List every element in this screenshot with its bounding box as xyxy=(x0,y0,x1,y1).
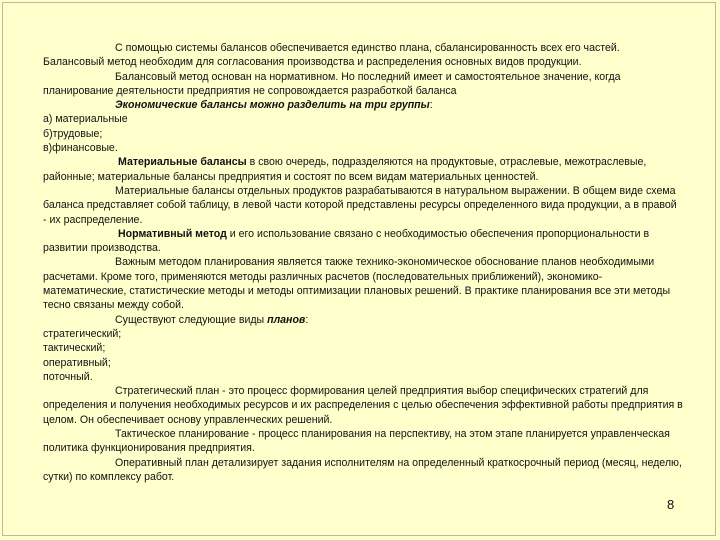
balance-groups-heading: Экономические балансы можно разделить на три группы xyxy=(115,99,430,112)
list-item: б)трудовые; xyxy=(43,127,103,140)
paragraph-product-balances: Материальные балансы отдельных продуктов разрабатываются в натуральном выражении. В общем виде схема баланса представляет собой таблицу, в левой части которой представлены ресурсы определенного вида продукции, а в правой - их распределение. xyxy=(43,184,677,226)
paragraph-balance-system: С помощью системы балансов обеспечивается единство плана, сбалансированность всех его частей. Балансовый метод необходим для согласования производства и распределения основных видов продукции. xyxy=(43,42,620,69)
document-body xyxy=(43,41,683,484)
page-number: 8 xyxy=(667,497,675,512)
list-item: стратегический; xyxy=(43,327,122,340)
list-item: поточный. xyxy=(43,370,93,383)
paragraph-plan-types xyxy=(43,313,683,327)
list-item: а) материальные xyxy=(43,113,128,126)
material-balances-term: Материальные балансы xyxy=(118,156,247,169)
plan-types-term: планов xyxy=(267,313,306,326)
balance-groups-colon: : xyxy=(429,99,433,112)
paragraph-tactical-planning: Тактическое планирование - процесс планирования на перспективу, на этом этапе планируется управленческая политика функционирования предприятия. xyxy=(43,428,670,455)
paragraph-normative-basis: Балансовый метод основан на нормативном. Но последний имеет и самостоятельное значение, когда планирование деятельности предприятия не сопровождается разработкой баланса xyxy=(43,70,621,97)
paragraph-balance-groups xyxy=(43,98,683,112)
paragraph-material-balances xyxy=(43,155,683,184)
plan-types-list xyxy=(43,327,683,384)
paragraph-operational-plan: Оперативный план детализирует задания исполнителям на определенный краткосрочный период (месяц, неделю, сутки) по комплексу работ. xyxy=(43,456,682,483)
plan-types-colon: : xyxy=(305,313,309,326)
normative-method-text: и его использование связано с необходимостью обеспечения пропорциональности в развитии производства. xyxy=(43,227,650,255)
balance-groups-list xyxy=(43,112,683,155)
paragraph-planning-methods: Важным методом планирования является также технико-экономическое обоснование планов необходимыми расчетами. Кроме того, применяются методы различных расчетов (последовательных приближений), экономико-математические, статистические методы и методы оптимизации плановых решений. В практике планирования все эти методы тесно связаны между собой. xyxy=(43,256,671,312)
plan-types-intro: Существуют следующие виды xyxy=(115,313,268,326)
paragraph-normative-method xyxy=(43,227,683,256)
material-balances-text: в свою очередь, подразделяются на продуктовые, отраслевые, межотраслевые, районные; материальные балансы предприятия и состоят по всем видам материальных ценностей. xyxy=(43,156,647,183)
list-item: оперативный; xyxy=(43,356,111,369)
normative-method-term: Нормативный метод xyxy=(118,227,227,240)
list-item: тактический; xyxy=(43,342,106,355)
paragraph-strategic-plan: Стратегический план - это процесс формирования целей предприятия выбор специфических стратегий для определения и получения необходимых ресурсов и их распределения с целью обеспечения эффективной работы предприятия в целом. Он обеспечивает основу управленческих решений. xyxy=(43,385,683,426)
list-item: в)финансовые. xyxy=(43,142,118,155)
